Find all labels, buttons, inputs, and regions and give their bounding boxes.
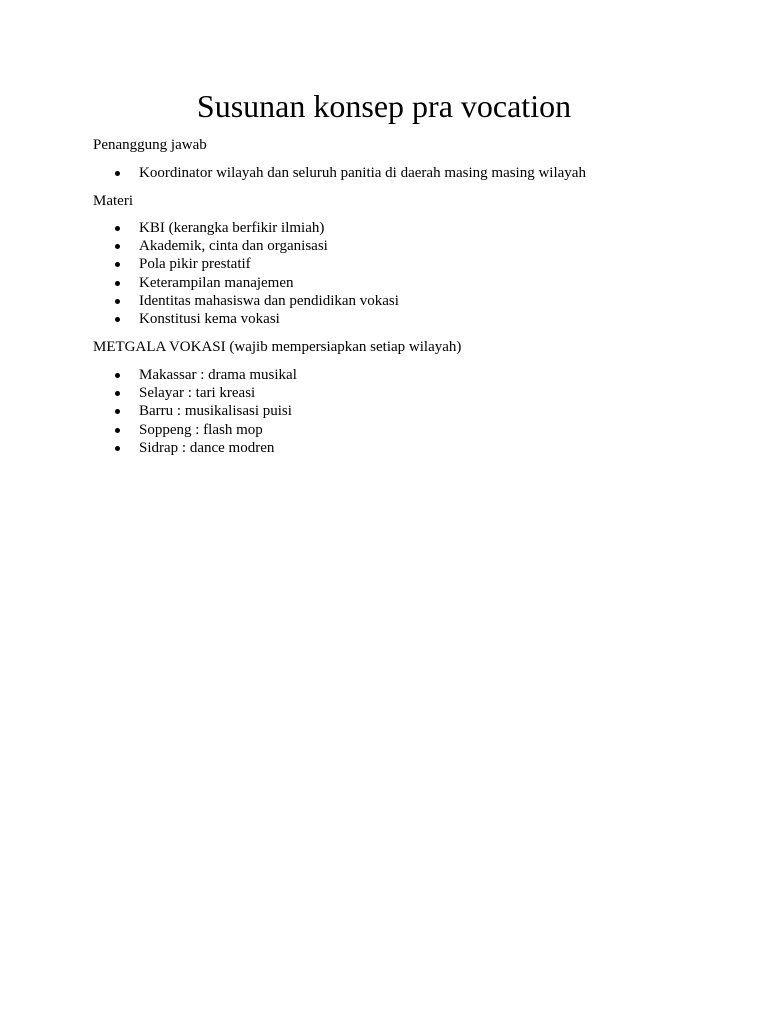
list-item	[93, 384, 297, 402]
list-item-text: Sidrap : dance modren	[139, 439, 275, 456]
bullet-icon	[115, 373, 120, 378]
section-heading-penanggung-jawab: Penanggung jawab	[93, 137, 207, 153]
list-item	[93, 237, 399, 255]
list-item	[93, 219, 399, 237]
list-item	[93, 310, 399, 328]
list-item	[93, 274, 399, 292]
bullet-icon	[115, 171, 120, 176]
list-item	[93, 255, 399, 273]
bullet-icon	[115, 226, 120, 231]
section-heading-metgala-vokasi: METGALA VOKASI (wajib mempersiapkan setiap wilayah)	[93, 339, 462, 355]
list-item-text: Konstitusi kema vokasi	[139, 310, 280, 327]
list-item-text: Koordinator wilayah dan seluruh panitia di daerah masing masing wilayah	[139, 165, 586, 181]
list-item-text: Identitas mahasiswa dan pendidikan vokasi	[139, 292, 399, 309]
list-item	[93, 292, 399, 310]
list-item-text: Pola pikir prestatif	[139, 256, 251, 273]
bullet-icon	[115, 446, 120, 451]
list-item-text: Barru : musikalisasi puisi	[139, 403, 292, 420]
list-item	[93, 402, 297, 420]
list-materi	[93, 219, 399, 328]
list-metgala-vokasi	[93, 366, 297, 457]
bullet-icon	[115, 299, 120, 304]
bullet-icon	[115, 281, 120, 286]
bullet-icon	[115, 317, 120, 322]
document-title: Susunan konsep pra vocation	[196, 88, 572, 124]
list-item-text: Soppeng : flash mop	[139, 421, 263, 438]
bullet-icon	[115, 428, 120, 433]
list-penanggung-jawab	[93, 164, 586, 182]
section-heading-materi: Materi	[93, 193, 133, 209]
bullet-icon	[115, 391, 120, 396]
list-item-text: Makassar : drama musikal	[139, 367, 297, 383]
list-item	[93, 366, 297, 384]
list-item-text: Akademik, cinta dan organisasi	[139, 238, 328, 255]
bullet-icon	[115, 244, 120, 249]
list-item-text: KBI (kerangka berfikir ilmiah)	[139, 220, 325, 236]
list-item-text: Selayar : tari kreasi	[139, 385, 256, 402]
bullet-icon	[115, 262, 120, 267]
list-item	[93, 439, 297, 457]
list-item	[93, 421, 297, 439]
bullet-icon	[115, 409, 120, 414]
list-item-text: Keterampilan manajemen	[139, 274, 294, 291]
list-item	[93, 164, 586, 182]
